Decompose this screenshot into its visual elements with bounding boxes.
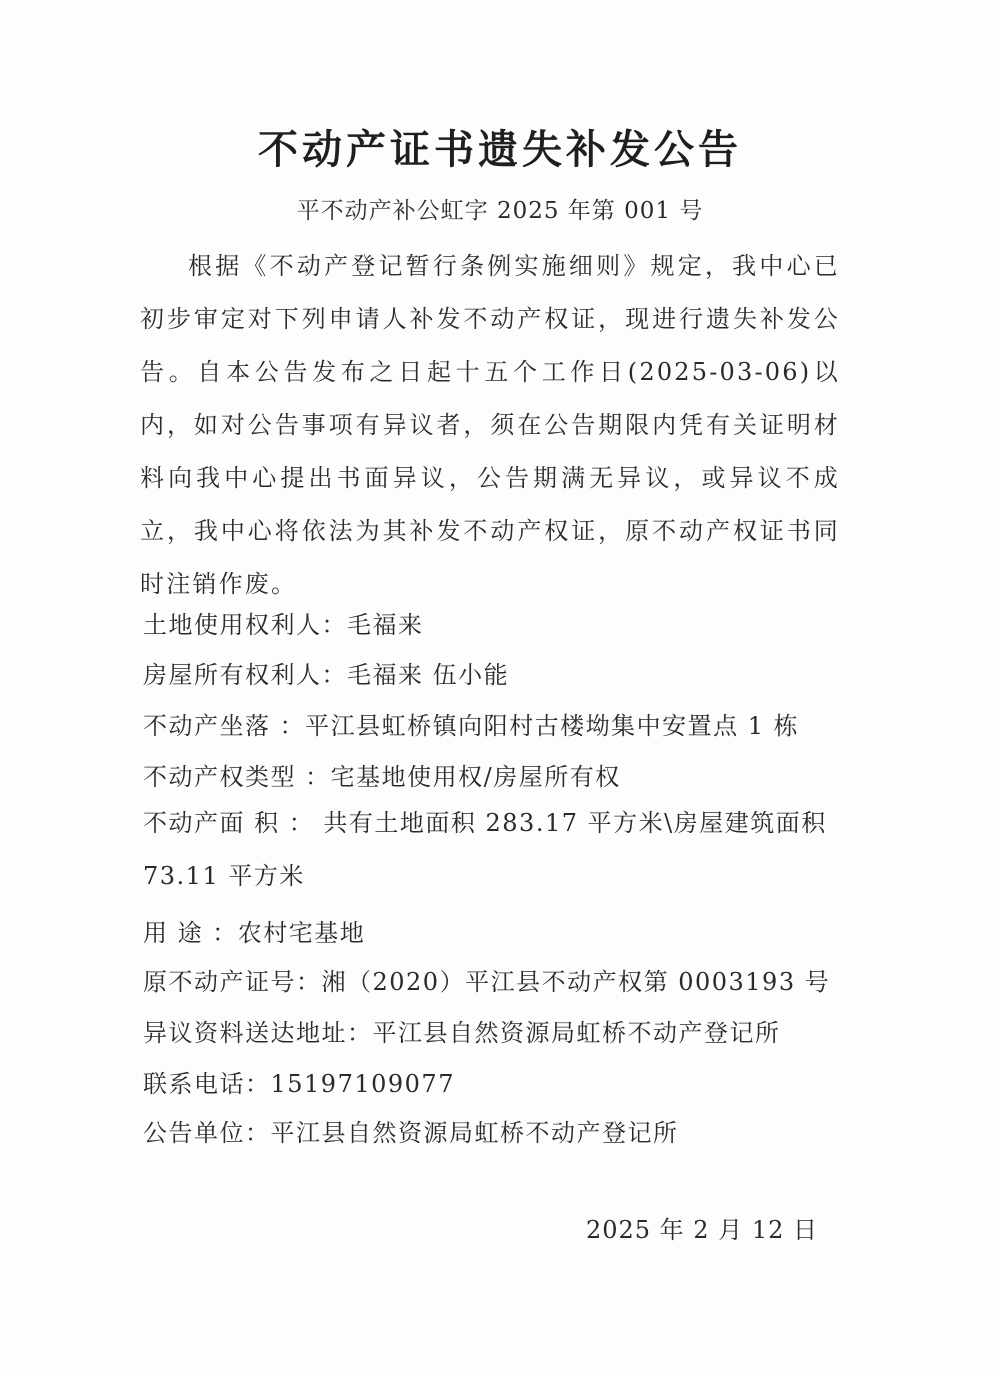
issuing-unit: 公告单位：平江县自然资源局虹桥不动产登记所 <box>143 1119 679 1147</box>
property-area: 不动产面 积 ： 共有土地面积 283.17 平方米\房屋建筑面积 73.11 平方米 <box>143 809 827 890</box>
property-location: 不动产坐落 ：平江县虹桥镇向阳村古楼坳集中安置点 1 栋 <box>143 712 800 740</box>
announcement-date: 2025 年 2 月 12 日 <box>585 1216 818 1244</box>
right-type: 不动产权类型 ：宅基地使用权/房屋所有权 <box>143 763 621 791</box>
original-certificate-number: 原不动产证号：湘（2020）平江县不动产权第 0003193 号 <box>143 968 831 996</box>
property-usage: 用 途 ：农村宅基地 <box>143 919 366 947</box>
announcement-paragraph: 根据《不动产登记暂行条例实施细则》规定，我中心已初步审定对下列申请人补发不动产权证，现进行遗失补发公告。自本公告发布之日起十五个工作日(2025-03-06)以内，如对公告事项有异议者，须在公告期限内凭有关证明材料向我中心提出书面异议，公告期满无异议，或异议不成立，我中心将依法为其补发不动产权证，原不动产权证书同时注销作废。 <box>140 252 840 598</box>
document-title: 不动产证书遗失补发公告 <box>258 126 742 173</box>
contact-phone: 联系电话：15197109077 <box>143 1070 455 1098</box>
document-number: 平不动产补公虹字 2025 年第 001 号 <box>296 198 704 224</box>
land-right-holder: 土地使用权利人：毛福来 <box>143 611 424 639</box>
house-owner: 房屋所有权利人：毛福来 伍小能 <box>143 661 510 689</box>
objection-address: 异议资料送达地址：平江县自然资源局虹桥不动产登记所 <box>143 1019 781 1047</box>
